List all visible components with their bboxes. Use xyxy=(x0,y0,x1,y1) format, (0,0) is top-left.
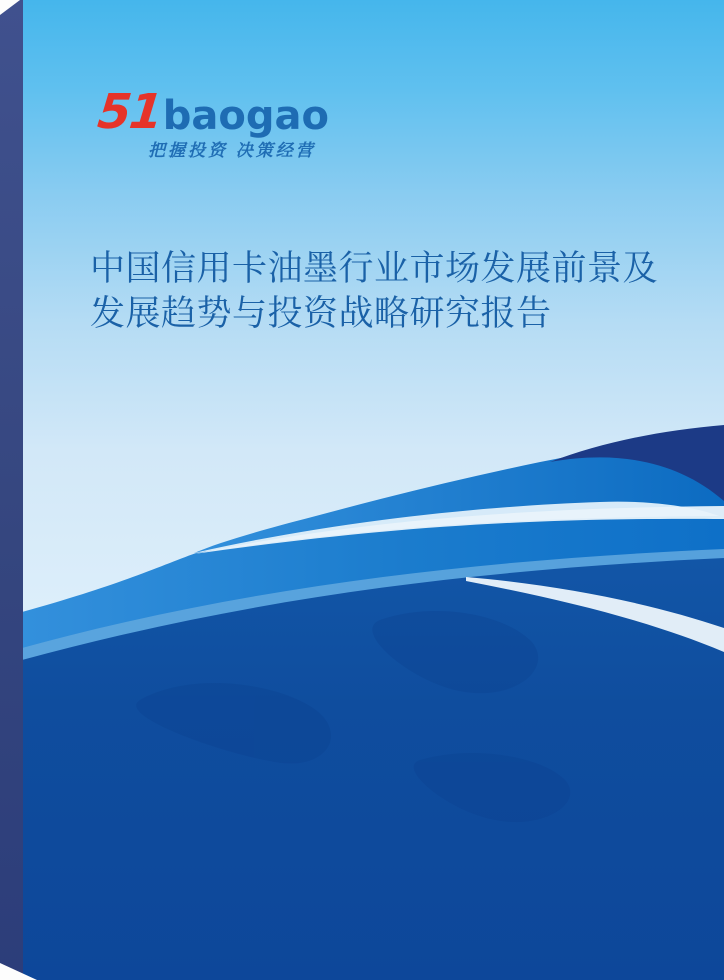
brand-logo-wordmark xyxy=(95,84,330,140)
report-title xyxy=(90,246,690,336)
report-title-line2: 发展趋势与投资战略研究报告 xyxy=(90,294,552,333)
report-title-line1: 中国信用卡油墨行业市场发展前景及 xyxy=(90,249,659,288)
brand-tagline: 把握投资 决策经营 xyxy=(148,141,316,160)
book-spine xyxy=(0,0,23,980)
brand-logo xyxy=(95,84,330,160)
brand-logo-51: 51 xyxy=(95,84,164,140)
brand-logo-baogao: baogao xyxy=(162,93,330,139)
